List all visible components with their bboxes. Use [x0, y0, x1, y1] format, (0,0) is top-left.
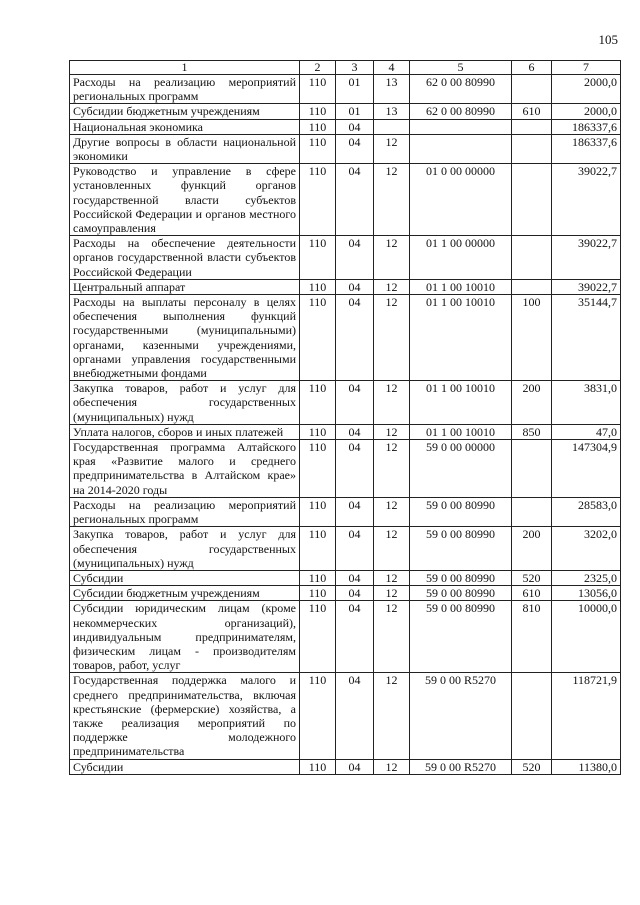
- row-subsection-cell: 12: [374, 424, 410, 439]
- row-section-cell: 04: [336, 164, 374, 236]
- row-section-cell: 04: [336, 236, 374, 280]
- table-row: [70, 75, 621, 104]
- row-section-cell: 04: [336, 134, 374, 163]
- row-target-article-cell: 01 0 00 00000: [410, 164, 512, 236]
- row-target-article-cell: 59 0 00 00000: [410, 440, 512, 498]
- row-name-cell: Государственная программа Алтайского края «Развитие малого и среднего предпринимательства в Алтайском крае» на 2014-2020 годы: [70, 440, 300, 498]
- row-amount-cell: 118721,9: [552, 673, 621, 759]
- row-target-article-cell: 59 0 00 80990: [410, 570, 512, 585]
- row-admin-code-cell: 110: [300, 440, 336, 498]
- row-admin-code-cell: 110: [300, 673, 336, 759]
- row-amount-cell: 2000,0: [552, 104, 621, 119]
- row-amount-cell: 2000,0: [552, 75, 621, 104]
- row-target-article-cell: [410, 134, 512, 163]
- table-row: [70, 295, 621, 381]
- row-section-cell: 04: [336, 295, 374, 381]
- row-name-cell: Другие вопросы в области национальной экономики: [70, 134, 300, 163]
- row-subsection-cell: 12: [374, 295, 410, 381]
- row-target-article-cell: 62 0 00 80990: [410, 104, 512, 119]
- row-expense-type-cell: [512, 236, 552, 280]
- row-subsection-cell: 12: [374, 134, 410, 163]
- row-section-cell: 04: [336, 759, 374, 774]
- row-target-article-cell: 59 0 00 80990: [410, 527, 512, 571]
- row-target-article-cell: [410, 119, 512, 134]
- row-amount-cell: 35144,7: [552, 295, 621, 381]
- header-col-5: 5: [410, 61, 512, 75]
- row-target-article-cell: 01 1 00 10010: [410, 381, 512, 425]
- row-target-article-cell: 59 0 00 80990: [410, 586, 512, 601]
- row-expense-type-cell: [512, 279, 552, 294]
- row-name-cell: Субсидии: [70, 759, 300, 774]
- row-target-article-cell: 59 0 00 R5270: [410, 759, 512, 774]
- row-name-cell: Закупка товаров, работ и услуг для обеспечения государственных (муниципальных) нужд: [70, 381, 300, 425]
- row-subsection-cell: 12: [374, 381, 410, 425]
- row-expense-type-cell: 810: [512, 601, 552, 673]
- row-target-article-cell: 01 1 00 10010: [410, 424, 512, 439]
- row-name-cell: Руководство и управление в сфере установленных функций органов государственной власти субъектов Российской Федерации и органов местного самоуправления: [70, 164, 300, 236]
- row-admin-code-cell: 110: [300, 295, 336, 381]
- row-admin-code-cell: 110: [300, 75, 336, 104]
- row-subsection-cell: 12: [374, 759, 410, 774]
- row-amount-cell: 3202,0: [552, 527, 621, 571]
- row-expense-type-cell: [512, 75, 552, 104]
- row-section-cell: 04: [336, 424, 374, 439]
- header-col-1: 1: [70, 61, 300, 75]
- row-amount-cell: 39022,7: [552, 236, 621, 280]
- budget-table: [69, 60, 621, 775]
- row-amount-cell: 39022,7: [552, 164, 621, 236]
- row-subsection-cell: 12: [374, 164, 410, 236]
- header-col-7: 7: [552, 61, 621, 75]
- row-amount-cell: 47,0: [552, 424, 621, 439]
- row-subsection-cell: 12: [374, 527, 410, 571]
- row-admin-code-cell: 110: [300, 134, 336, 163]
- table-row: [70, 119, 621, 134]
- table-row: [70, 601, 621, 673]
- row-amount-cell: 10000,0: [552, 601, 621, 673]
- row-subsection-cell: 13: [374, 75, 410, 104]
- table-row: [70, 279, 621, 294]
- header-col-3: 3: [336, 61, 374, 75]
- row-name-cell: Расходы на реализацию мероприятий региональных программ: [70, 75, 300, 104]
- row-section-cell: 04: [336, 527, 374, 571]
- row-subsection-cell: 12: [374, 497, 410, 526]
- row-name-cell: Центральный аппарат: [70, 279, 300, 294]
- row-admin-code-cell: 110: [300, 119, 336, 134]
- row-target-article-cell: 62 0 00 80990: [410, 75, 512, 104]
- row-amount-cell: 147304,9: [552, 440, 621, 498]
- row-section-cell: 04: [336, 586, 374, 601]
- row-section-cell: 04: [336, 673, 374, 759]
- row-amount-cell: 13056,0: [552, 586, 621, 601]
- row-admin-code-cell: 110: [300, 527, 336, 571]
- row-admin-code-cell: 110: [300, 279, 336, 294]
- row-name-cell: Субсидии бюджетным учреждениям: [70, 104, 300, 119]
- row-expense-type-cell: 610: [512, 586, 552, 601]
- table-row: [70, 440, 621, 498]
- row-section-cell: 01: [336, 104, 374, 119]
- row-section-cell: 04: [336, 279, 374, 294]
- row-admin-code-cell: 110: [300, 381, 336, 425]
- row-expense-type-cell: 520: [512, 570, 552, 585]
- row-expense-type-cell: [512, 440, 552, 498]
- row-target-article-cell: 01 1 00 10010: [410, 295, 512, 381]
- row-subsection-cell: 13: [374, 104, 410, 119]
- table-row: [70, 381, 621, 425]
- row-expense-type-cell: 520: [512, 759, 552, 774]
- row-target-article-cell: 59 0 00 80990: [410, 497, 512, 526]
- row-admin-code-cell: 110: [300, 236, 336, 280]
- row-section-cell: 04: [336, 497, 374, 526]
- row-admin-code-cell: 110: [300, 570, 336, 585]
- row-amount-cell: 28583,0: [552, 497, 621, 526]
- row-expense-type-cell: [512, 119, 552, 134]
- row-name-cell: Национальная экономика: [70, 119, 300, 134]
- row-expense-type-cell: [512, 673, 552, 759]
- row-name-cell: Закупка товаров, работ и услуг для обеспечения государственных (муниципальных) нужд: [70, 527, 300, 571]
- row-amount-cell: 3831,0: [552, 381, 621, 425]
- row-name-cell: Расходы на обеспечение деятельности органов государственной власти субъектов Российской Федерации: [70, 236, 300, 280]
- table-row: [70, 236, 621, 280]
- row-subsection-cell: 12: [374, 279, 410, 294]
- header-row: [70, 61, 621, 75]
- row-admin-code-cell: 110: [300, 104, 336, 119]
- table-body: [70, 75, 621, 775]
- row-target-article-cell: 01 1 00 10010: [410, 279, 512, 294]
- row-amount-cell: 11380,0: [552, 759, 621, 774]
- row-admin-code-cell: 110: [300, 759, 336, 774]
- row-subsection-cell: 12: [374, 601, 410, 673]
- row-section-cell: 04: [336, 601, 374, 673]
- header-col-2: 2: [300, 61, 336, 75]
- header-col-4: 4: [374, 61, 410, 75]
- row-admin-code-cell: 110: [300, 164, 336, 236]
- row-admin-code-cell: 110: [300, 601, 336, 673]
- row-target-article-cell: 01 1 00 00000: [410, 236, 512, 280]
- table-row: [70, 527, 621, 571]
- row-subsection-cell: [374, 119, 410, 134]
- row-subsection-cell: 12: [374, 586, 410, 601]
- row-target-article-cell: 59 0 00 80990: [410, 601, 512, 673]
- row-name-cell: Субсидии: [70, 570, 300, 585]
- row-section-cell: 04: [336, 119, 374, 134]
- table-row: [70, 759, 621, 774]
- row-name-cell: Уплата налогов, сборов и иных платежей: [70, 424, 300, 439]
- row-amount-cell: 186337,6: [552, 134, 621, 163]
- row-expense-type-cell: 610: [512, 104, 552, 119]
- row-section-cell: 01: [336, 75, 374, 104]
- row-name-cell: Государственная поддержка малого и среднего предпринимательства, включая крестьянские (фермерские) хозяйства, а также реализация мероприятий по поддержке молодежного предпринимательства: [70, 673, 300, 759]
- row-name-cell: Расходы на реализацию мероприятий региональных программ: [70, 497, 300, 526]
- table-row: [70, 570, 621, 585]
- row-expense-type-cell: [512, 164, 552, 236]
- row-amount-cell: 39022,7: [552, 279, 621, 294]
- row-section-cell: 04: [336, 381, 374, 425]
- table-row: [70, 134, 621, 163]
- row-name-cell: Субсидии юридическим лицам (кроме некоммерческих организаций), индивидуальным предпринимателям, физическим лицам - производителям товаров, работ, услуг: [70, 601, 300, 673]
- table-row: [70, 497, 621, 526]
- table-row: [70, 673, 621, 759]
- row-name-cell: Субсидии бюджетным учреждениям: [70, 586, 300, 601]
- row-expense-type-cell: 100: [512, 295, 552, 381]
- table-row: [70, 104, 621, 119]
- header-col-6: 6: [512, 61, 552, 75]
- row-subsection-cell: 12: [374, 570, 410, 585]
- row-subsection-cell: 12: [374, 236, 410, 280]
- row-amount-cell: 186337,6: [552, 119, 621, 134]
- row-admin-code-cell: 110: [300, 586, 336, 601]
- row-admin-code-cell: 110: [300, 497, 336, 526]
- row-subsection-cell: 12: [374, 673, 410, 759]
- row-section-cell: 04: [336, 570, 374, 585]
- row-expense-type-cell: 200: [512, 381, 552, 425]
- row-expense-type-cell: 850: [512, 424, 552, 439]
- row-admin-code-cell: 110: [300, 424, 336, 439]
- row-name-cell: Расходы на выплаты персоналу в целях обеспечения выполнения функций государственными (муниципальными) органами, казенными учреждениями, органами управления государственными внебюджетными фондами: [70, 295, 300, 381]
- table-row: [70, 586, 621, 601]
- page-number: 105: [598, 32, 618, 47]
- row-subsection-cell: 12: [374, 440, 410, 498]
- row-expense-type-cell: 200: [512, 527, 552, 571]
- row-section-cell: 04: [336, 440, 374, 498]
- row-target-article-cell: 59 0 00 R5270: [410, 673, 512, 759]
- table-row: [70, 164, 621, 236]
- row-expense-type-cell: [512, 497, 552, 526]
- row-expense-type-cell: [512, 134, 552, 163]
- table-row: [70, 424, 621, 439]
- row-amount-cell: 2325,0: [552, 570, 621, 585]
